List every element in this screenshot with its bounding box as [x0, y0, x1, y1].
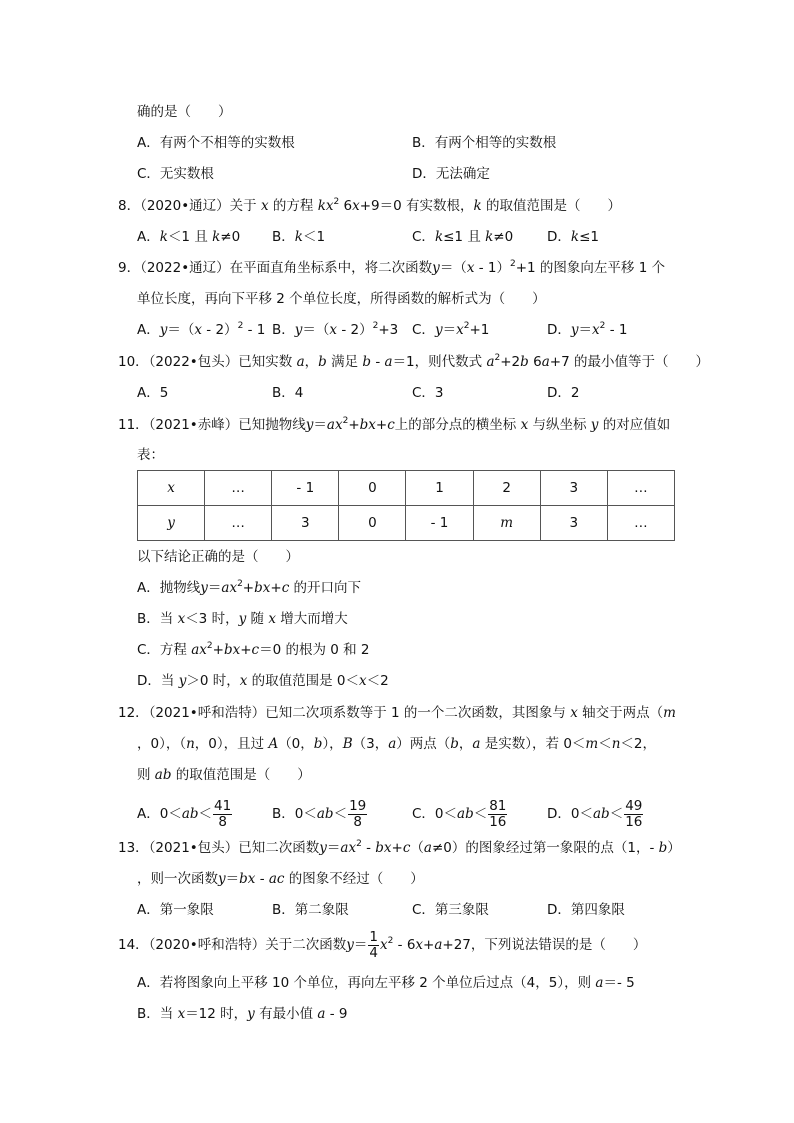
q12-option-b: B．0＜ab＜ $\frac{19}{8}$	[272, 797, 367, 830]
q9-option-d: D．$y=x^2 - 1$	[547, 321, 628, 338]
table-cell: - 1	[272, 471, 339, 506]
fraction: $\frac{1}{4}$	[369, 928, 378, 961]
table-cell: 3	[272, 506, 339, 541]
q9-option-a: A．y＝（x - 2）$^2$ - 1	[137, 321, 266, 338]
q7-option-c: C．无实数根	[137, 166, 214, 182]
q12-option-c: C．0＜ab＜ $\frac{81}{16}$	[412, 797, 507, 830]
fraction: $\frac{41}{8}$	[214, 797, 232, 830]
q7-option-a: A．有两个不相等的实数根	[137, 135, 295, 151]
q11-stem: 11．（2021•赤峰）已知抛物线$y=ax^2+bx+c$上的部分点的横坐标 x 与纵坐标 y 的对应值如	[118, 416, 671, 433]
q12-stem-line3: 则 ab 的取值范围是（ ）	[137, 767, 311, 783]
table-row	[138, 506, 675, 541]
table-cell: …	[205, 471, 272, 506]
q10-stem: 10．（2022•包头）已知实数 a，b 满足 b - a＝1，则代数式 $a^2+2b$ 6a+7 的最小值等于（ ）	[118, 353, 709, 370]
q11-option-c: C．方程 $ax^2+bx+c=0$ 的根为 0 和 2	[137, 641, 370, 658]
q8-option-c: C．k≤1 且 k≠0	[412, 229, 514, 245]
table-cell: …	[205, 506, 272, 541]
table-cell: …	[607, 471, 674, 506]
q7-option-d: D．无法确定	[412, 166, 490, 182]
q8-option-b: B．k＜1	[272, 229, 326, 245]
q11-option-d: D．当 y＞0 时，x 的取值范围是 0＜x＜2	[137, 673, 389, 689]
q13-option-c: C．第三象限	[412, 902, 489, 918]
q11-value-table	[137, 470, 675, 541]
table-cell: x	[138, 471, 205, 506]
q13-option-a: A．第一象限	[137, 902, 214, 918]
table-cell: - 1	[406, 506, 473, 541]
table-cell: 0	[339, 506, 406, 541]
q9-option-b: B．y＝（x - 2）$^2$+3	[272, 321, 399, 338]
q11-option-b: B．当 x＜3 时，y 随 x 增大而增大	[137, 611, 348, 627]
fraction: $\frac{19}{8}$	[349, 797, 367, 830]
q12-option-a: A．0＜ab＜ $\frac{41}{8}$	[137, 797, 232, 830]
q11-option-a: A．抛物线$y=ax^2+bx+c$ 的开口向下	[137, 579, 362, 596]
q12-stem: 12．（2021•呼和浩特）已知二次项系数等于 1 的一个二次函数，其图象与 x 轴交于两点（m	[118, 705, 676, 721]
table-cell: …	[607, 506, 674, 541]
table-cell: 0	[339, 471, 406, 506]
q13-stem-line2: ，则一次函数y＝bx - ac 的图象不经过（ ）	[137, 871, 424, 887]
fraction: $\frac{49}{16}$	[625, 797, 643, 830]
q8-option-a: A．k＜1 且 k≠0	[137, 229, 241, 245]
table-row	[138, 471, 675, 506]
table-cell: 3	[540, 471, 607, 506]
q13-option-d: D．第四象限	[547, 902, 625, 918]
table-cell: 3	[540, 506, 607, 541]
table-cell: m	[473, 506, 540, 541]
q10-option-b: B．4	[272, 385, 304, 401]
q7-tail: 确的是（ ）	[137, 104, 232, 120]
q13-option-b: B．第二象限	[272, 902, 349, 918]
table-cell: y	[138, 506, 205, 541]
q8-stem: 8．（2020•通辽）关于 x 的方程 $kx^2$ 6x+9＝0 有实数根，k 的取值范围是（ ）	[118, 197, 621, 214]
q7-option-b: B．有两个相等的实数根	[412, 135, 557, 151]
table-cell: 2	[473, 471, 540, 506]
q13-stem: 13．（2021•包头）已知二次函数$y=ax^2 - bx+c(a\ne 0)$的图象经过第一象限的点（1，- b）	[118, 839, 681, 856]
q9-option-c: C．$y=x^2+1$	[412, 321, 490, 338]
q8-option-d: D．k≤1	[547, 229, 599, 245]
q10-option-d: D．2	[547, 385, 580, 401]
table-cell: 1	[406, 471, 473, 506]
q9-stem-line2: 单位长度，再向下平移 2 个单位长度，所得函数的解析式为（ ）	[137, 291, 546, 307]
q9-stem: 9．（2022•通辽）在平面直角坐标系中，将二次函数y＝（x - 1）$^2$+1 的图象向左平移 1 个	[118, 259, 666, 276]
q12-option-d: D．0＜ab＜ $\frac{49}{16}$	[547, 797, 643, 830]
q14-option-a: A．若将图象向上平移 10 个单位，再向左平移 2 个单位后过点（4，5），则 a＝- 5	[137, 975, 635, 991]
q11-stem-line2: 表：	[137, 447, 164, 463]
q14-stem: 14．（2020•呼和浩特）关于二次函数y＝ $\frac{1}{4}$ $x^2 - 6x+a+27$，下列说法错误的是（ ）	[118, 928, 647, 961]
q10-option-c: C．3	[412, 385, 444, 401]
q14-option-b: B．当 x＝12 时，y 有最小值 a - 9	[137, 1006, 348, 1022]
q12-stem-line2: ，0），（n，0），且过 A（0，b），B（3，a）两点（b，a 是实数），若 0＜m＜n＜2，	[137, 736, 657, 752]
fraction: $\frac{81}{16}$	[489, 797, 507, 830]
q10-option-a: A．5	[137, 385, 169, 401]
q11-prompt: 以下结论正确的是（ ）	[137, 549, 299, 565]
